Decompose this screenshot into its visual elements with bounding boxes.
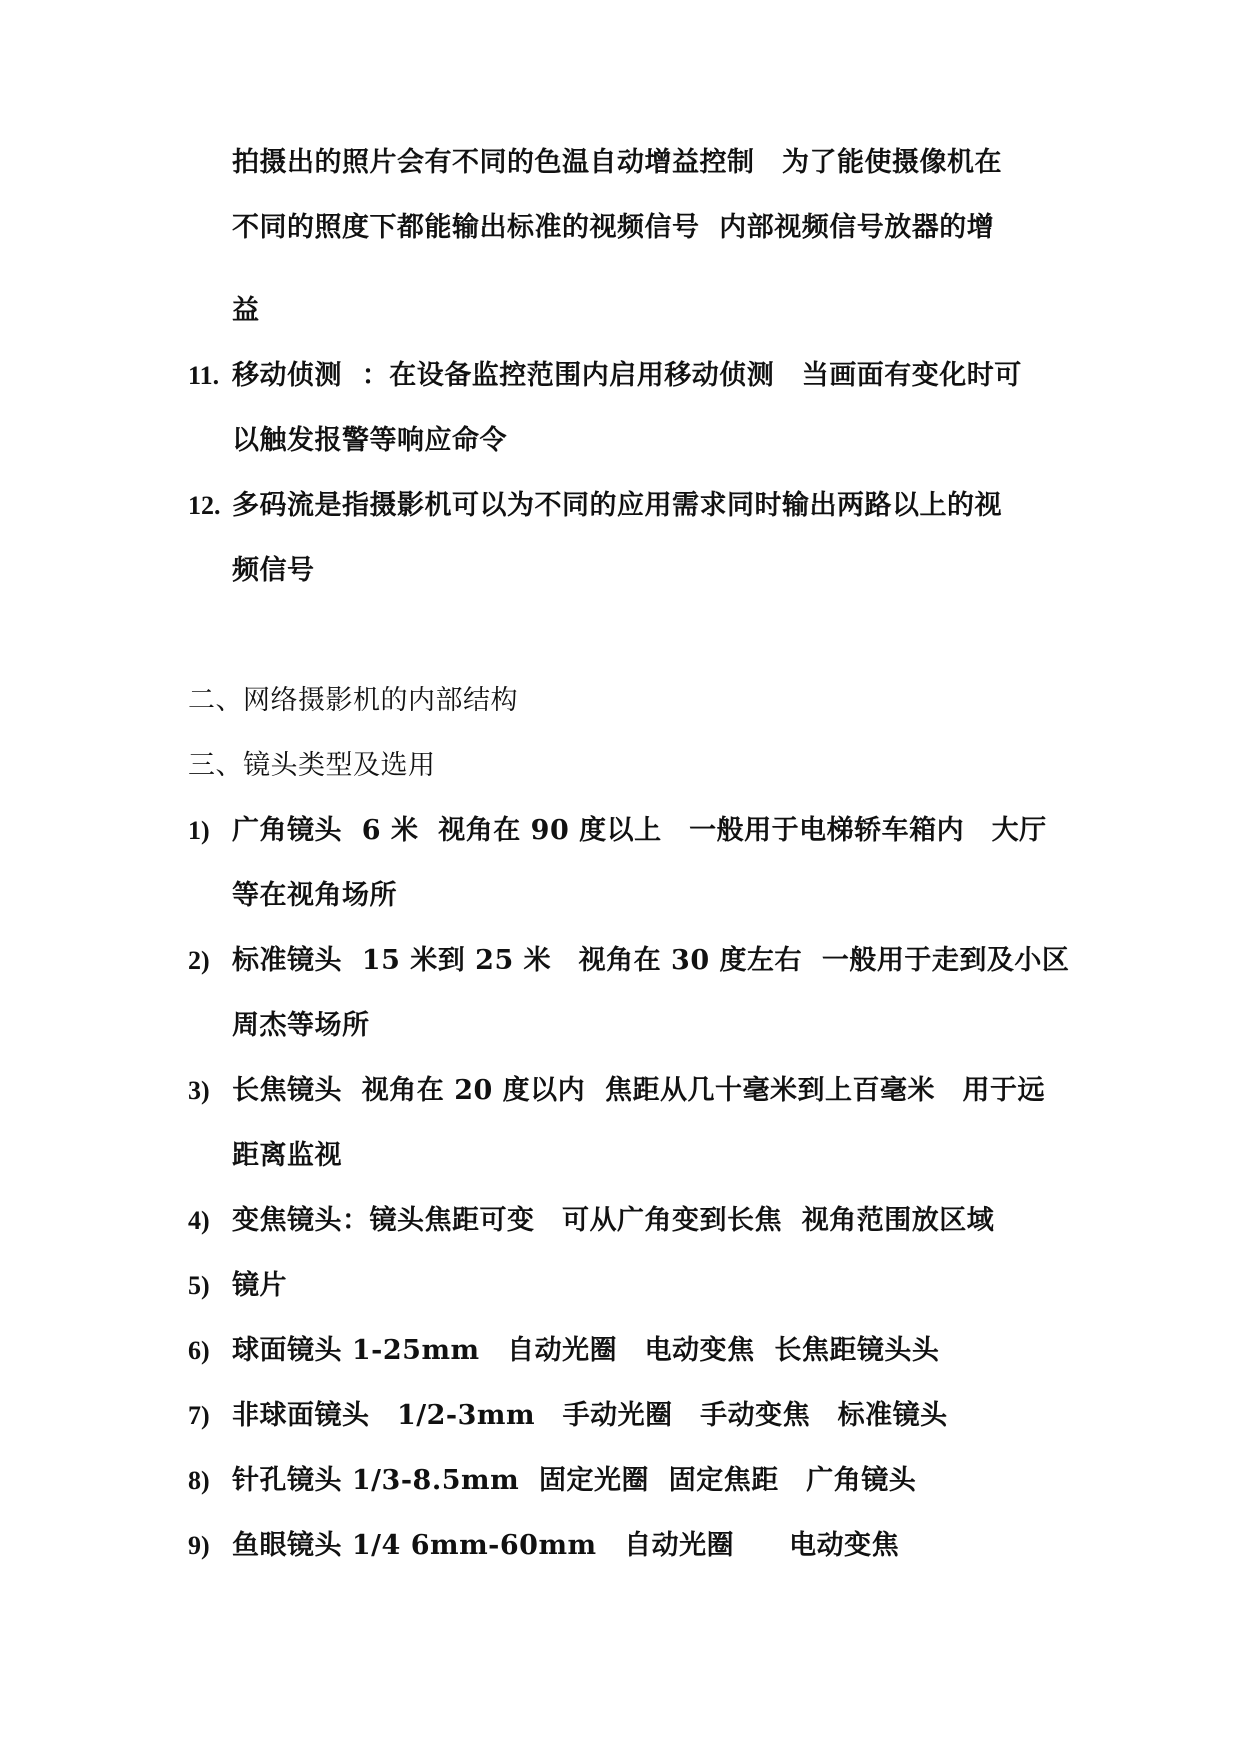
item12-line-1: 多码流是指摄影机可以为不同的应用需求同时输出两路以上的视 — [232, 490, 1002, 521]
item12-line-2: 频信号 — [232, 555, 315, 586]
lens-item-2-line-2: 周杰等场所 — [232, 1010, 370, 1041]
lens-item-5-line-1: 镜片 — [232, 1270, 287, 1301]
lens-item-1-line-2: 等在视角场所 — [232, 880, 397, 911]
item10-line-3: 益 — [232, 295, 260, 326]
lens-item-7-number: 7) — [188, 1401, 210, 1430]
lens-item-5-number: 5) — [188, 1271, 210, 1300]
lens-item-3-line-2: 距离监视 — [232, 1140, 342, 1171]
lens-item-8-line-1: 针孔镜头 1/3-8.5mm 固定光圈 固定焦距 广角镜头 — [232, 1465, 917, 1496]
lens-item-7-line-1: 非球面镜头 1/2-3mm 手动光圈 手动变焦 标准镜头 — [232, 1400, 948, 1431]
item11-line-1: 移动侦测 ：在设备监控范围内启用移动侦测 当画面有变化时可 — [232, 360, 1022, 391]
lens-item-6-line-1: 球面镜头 1-25mm 自动光圈 电动变焦 长焦距镜头头 — [232, 1335, 940, 1366]
lens-item-9-line-1: 鱼眼镜头 1/4 6mm-60mm 自动光圈 电动变焦 — [232, 1530, 900, 1561]
section-heading-3: 三、镜头类型及选用 — [188, 750, 436, 781]
item11-line-2: 以触发报警等响应命令 — [232, 425, 507, 456]
lens-item-3-line-1: 长焦镜头 视角在 20 度以内 焦距从几十毫米到上百毫米 用于远 — [232, 1075, 1045, 1106]
lens-item-1-number: 1) — [188, 816, 210, 845]
item11-number: 11. — [188, 361, 220, 390]
lens-item-2-line-1: 标准镜头 15 米到 25 米 视角在 30 度左右 一般用于走到及小区 — [232, 945, 1070, 976]
lens-item-8-number: 8) — [188, 1466, 210, 1495]
lens-item-3-number: 3) — [188, 1076, 210, 1105]
lens-item-6-number: 6) — [188, 1336, 210, 1365]
lens-item-4-line-1: 变焦镜头：镜头焦距可变 可从广角变到长焦 视角范围放区域 — [232, 1205, 995, 1236]
item10-line-1: 拍摄出的照片会有不同的色温自动增益控制 为了能使摄像机在 — [232, 147, 1002, 178]
lens-item-1-line-1: 广角镜头 6 米 视角在 90 度以上 一般用于电梯轿车箱内 大厅 — [232, 815, 1047, 846]
section-heading-2: 二、网络摄影机的内部结构 — [188, 685, 518, 716]
lens-item-2-number: 2) — [188, 946, 210, 975]
item12-number: 12. — [188, 491, 221, 520]
item10-line-2: 不同的照度下都能输出标准的视频信号 内部视频信号放器的增 — [232, 212, 995, 243]
lens-item-4-number: 4) — [188, 1206, 210, 1235]
lens-item-9-number: 9) — [188, 1531, 210, 1560]
